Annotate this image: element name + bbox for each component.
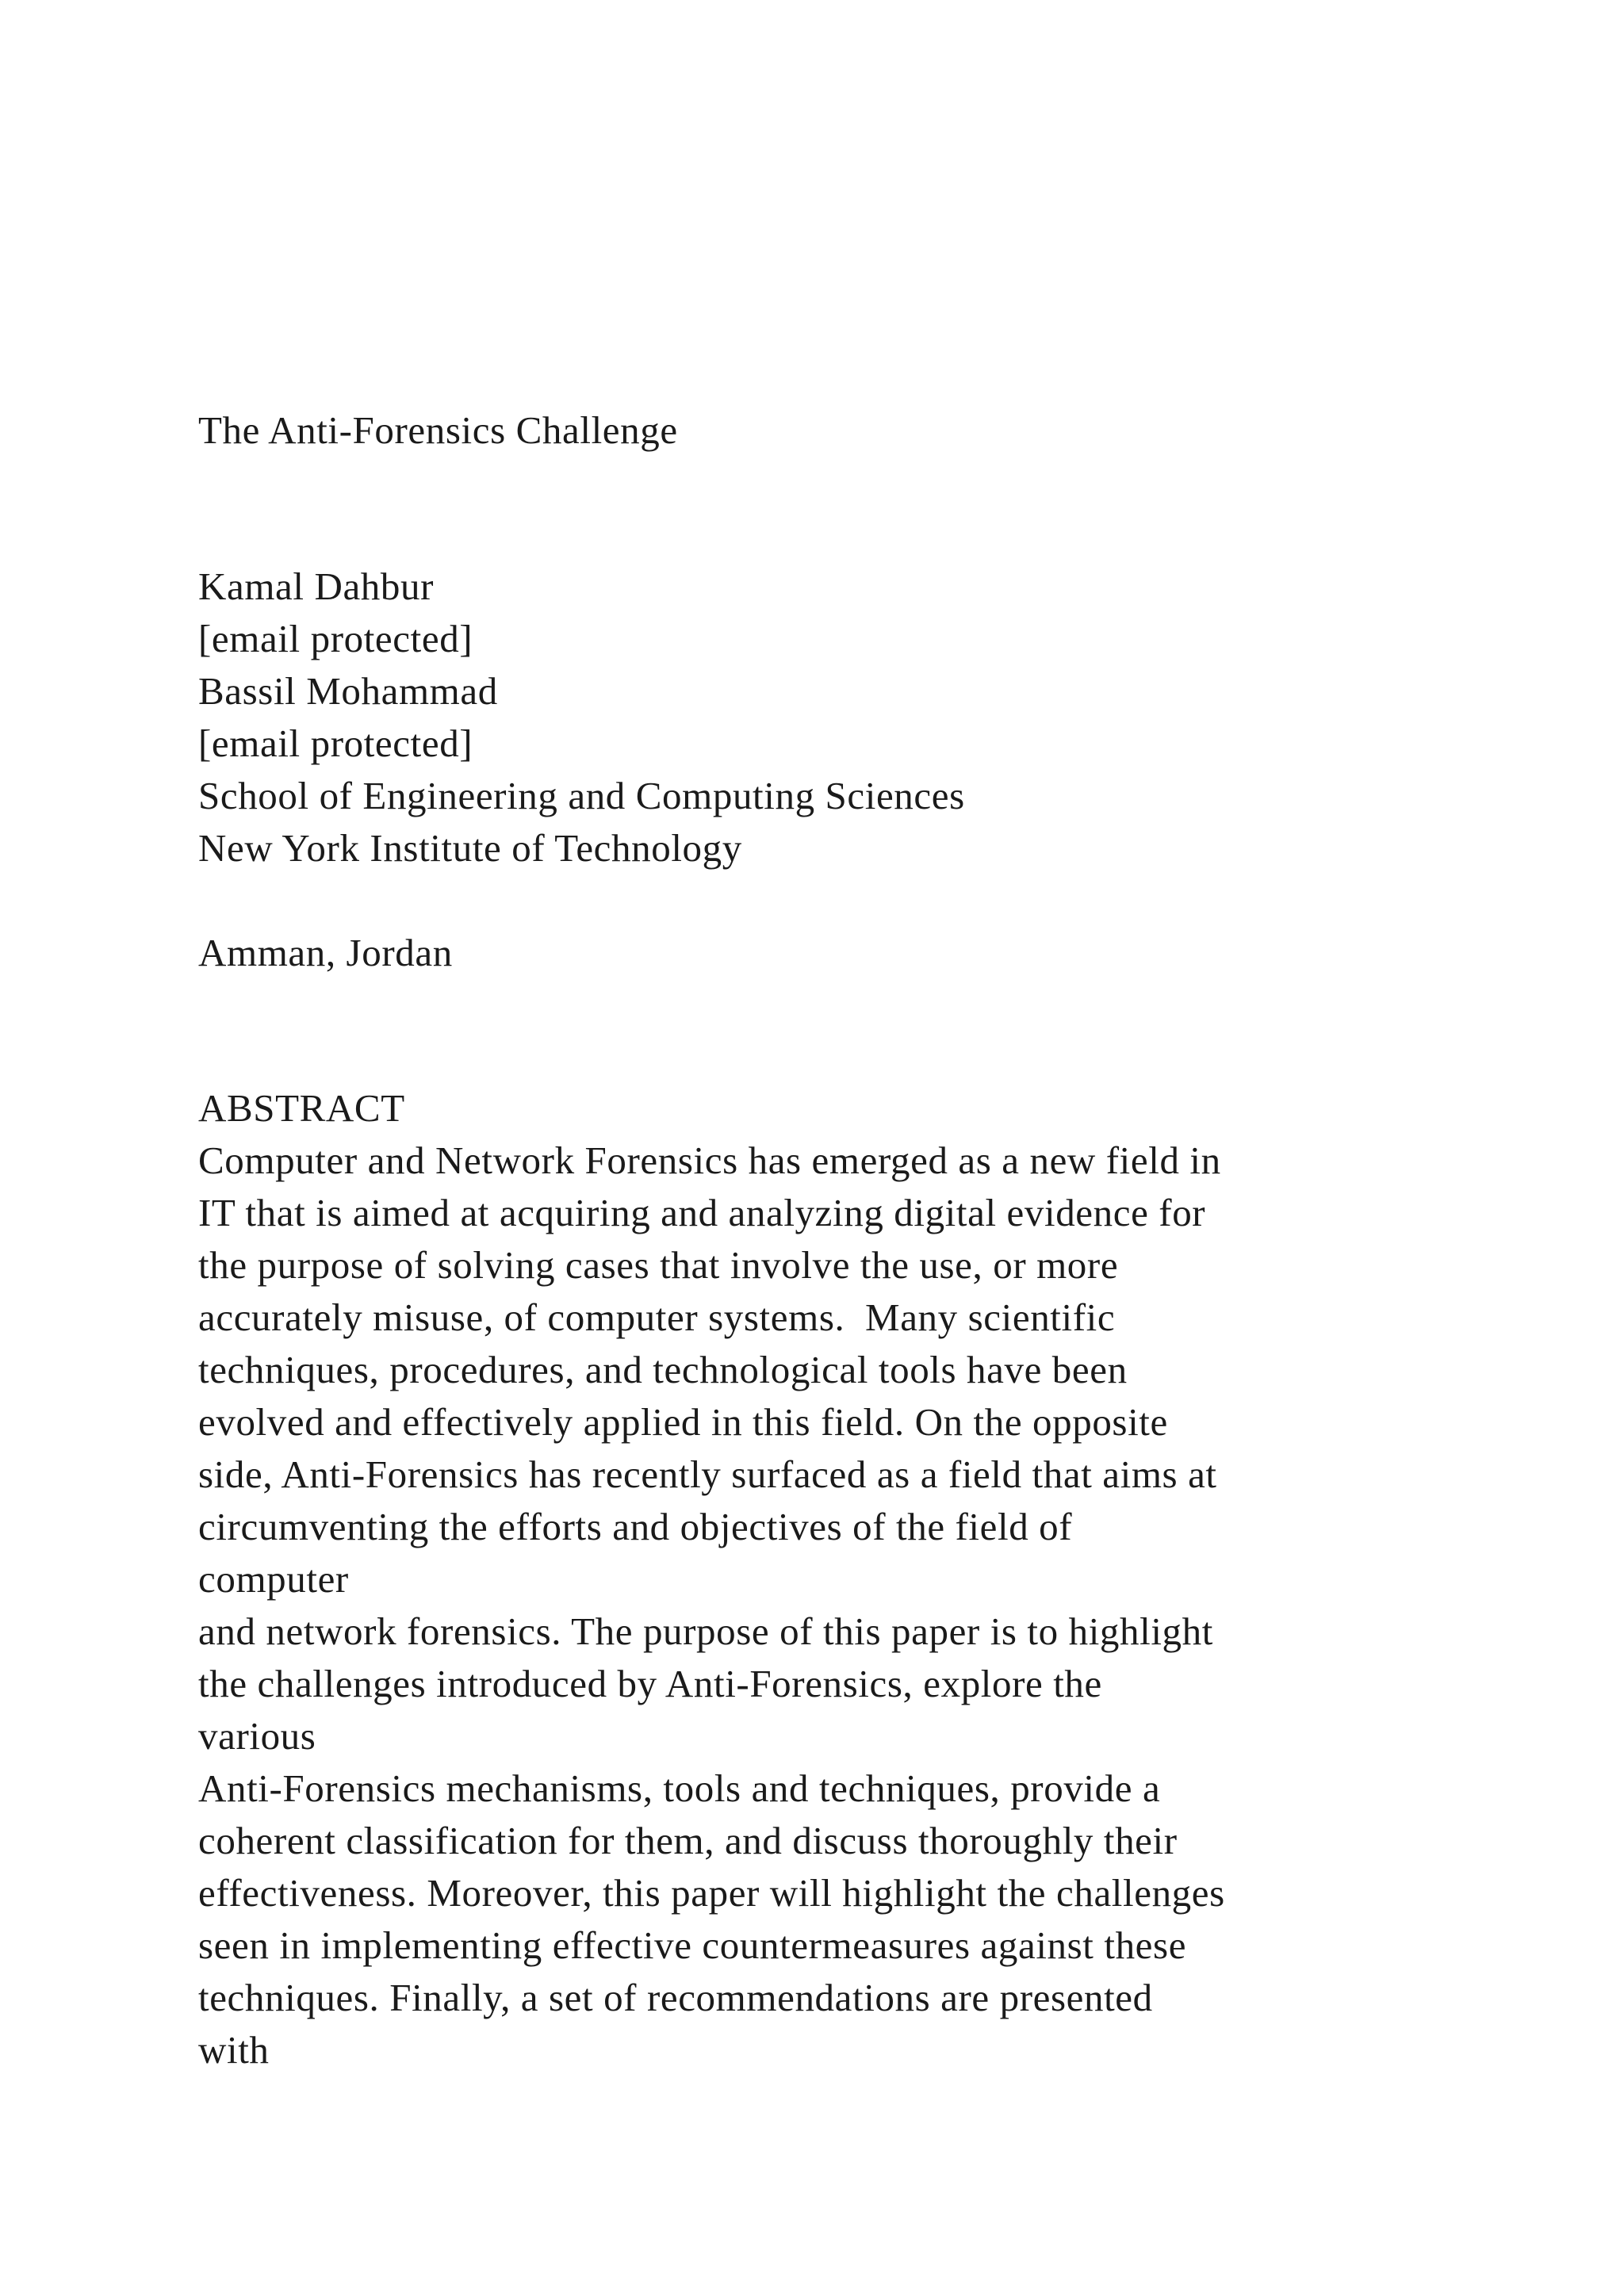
abstract-line: Computer and Network Forensics has emerged as a new field in [198,1138,1221,1182]
paper-title: The Anti-Forensics Challenge [198,408,678,452]
affiliation-location: Amman, Jordan [198,931,453,974]
affiliation-school: School of Engineering and Computing Sciences [198,774,965,817]
author-email-1: [email protected] [198,617,473,660]
abstract-line: coherent classification for them, and discuss thoroughly their [198,1819,1178,1862]
abstract-line: circumventing the efforts and objectives of the field of [198,1505,1073,1548]
abstract-line: techniques. Finally, a set of recommendations are presented [198,1976,1153,2019]
abstract-line: computer [198,1557,349,1601]
abstract-line: evolved and effectively applied in this field. On the opposite [198,1400,1168,1444]
author-name-1: Kamal Dahbur [198,564,435,608]
abstract-line: seen in implementing effective countermeasures against these [198,1923,1187,1967]
abstract-line: side, Anti-Forensics has recently surfaced as a field that aims at [198,1452,1217,1496]
abstract-line: effectiveness. Moreover, this paper will highlight the challenges [198,1871,1225,1915]
abstract-line: the purpose of solving cases that involve the use, or more [198,1243,1119,1287]
abstract-line: IT that is aimed at acquiring and analyzing digital evidence for [198,1191,1206,1234]
abstract-line: and network forensics. The purpose of this paper is to highlight [198,1609,1213,1653]
abstract-line: the challenges introduced by Anti-Forensics, explore the [198,1662,1102,1705]
author-name-2: Bassil Mohammad [198,669,498,713]
abstract-line: with [198,2028,270,2072]
abstract-line: accurately misuse, of computer systems. Many scientific [198,1295,1116,1339]
abstract-line: techniques, procedures, and technological tools have been [198,1348,1128,1391]
affiliation-institution: New York Institute of Technology [198,826,742,870]
abstract-line: Anti-Forensics mechanisms, tools and techniques, provide a [198,1766,1161,1810]
author-email-2: [email protected] [198,721,473,765]
abstract-heading: ABSTRACT [198,1086,405,1130]
abstract-line: various [198,1714,316,1758]
